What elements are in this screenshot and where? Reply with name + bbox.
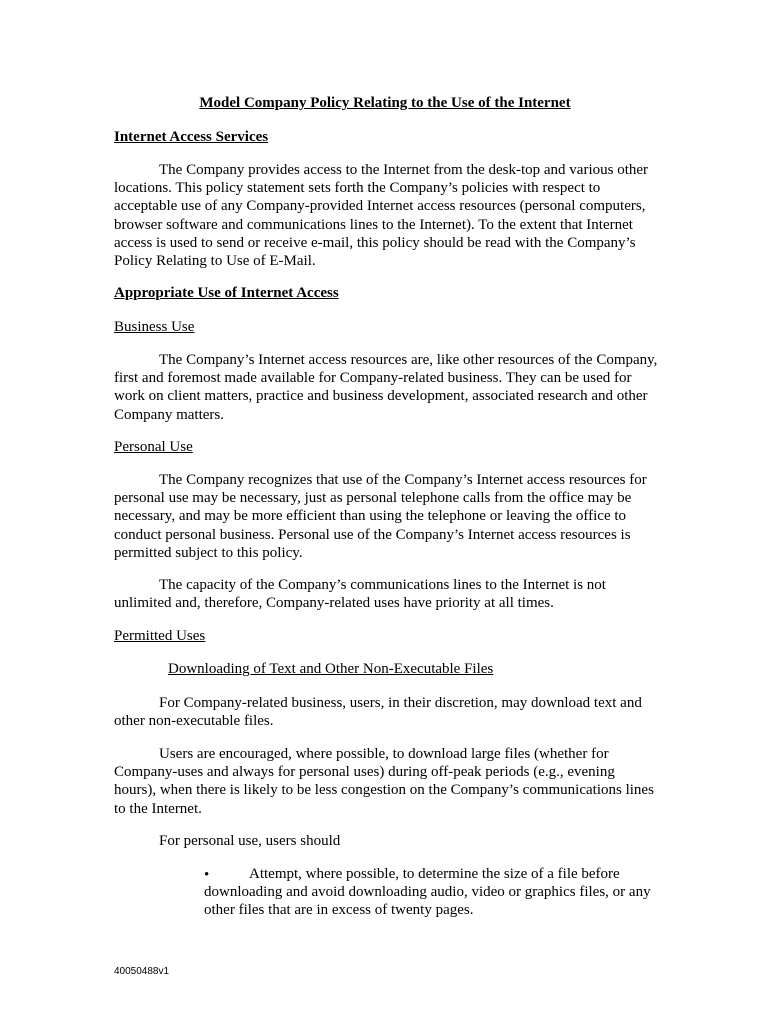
personal-use-intro: For personal use, users should xyxy=(159,833,341,849)
paragraph-downloading-2: Users are encouraged, where possible, to download large files (whether for Company-uses and always for personal uses) during off-peak periods (e.g., evening hours), when there is likely to be less congestion on the Company’s communications lines to the Internet. xyxy=(114,746,654,817)
subheading-business-use: Business Use xyxy=(114,319,195,335)
section-heading-appropriate-use: Appropriate Use of Internet Access xyxy=(114,285,339,301)
paragraph-personal-use-2: The capacity of the Company’s communications lines to the Internet is not unlimited and, therefore, Company-related uses have priority at all times. xyxy=(114,577,606,612)
paragraph-downloading-1: For Company-related business, users, in their discretion, may download text and other non-executable files. xyxy=(114,695,642,730)
paragraph-business-use: The Company’s Internet access resources are, like other resources of the Company, first and foremost made available for Company-related business. They can be used for work on client matters, practice and business development, associated research and other Company matters. xyxy=(114,352,658,423)
subheading-downloading: Downloading of Text and Other Non-Executable Files xyxy=(168,661,494,677)
document-footer-id: 40050488v1 xyxy=(114,966,170,977)
paragraph-personal-use-1: The Company recognizes that use of the Company’s Internet access resources for personal use may be necessary, just as personal telephone calls from the office may be necessary, and may be more efficient than using the telephone or leaving the office to conduct personal business. Personal use of the Company’s Internet access resources is permitted subject to this policy. xyxy=(114,472,647,561)
section-heading-internet-access: Internet Access Services xyxy=(114,129,269,145)
bullet-marker: • xyxy=(204,867,210,883)
subheading-personal-use: Personal Use xyxy=(114,439,193,455)
subheading-permitted-uses: Permitted Uses xyxy=(114,628,206,644)
page-title: Model Company Policy Relating to the Use of the Internet xyxy=(199,95,571,111)
bullet-item-text: Attempt, where possible, to determine the size of a file before downloading and avoid downloading audio, video or graphics files, or any other files that are in excess of twenty pages. xyxy=(204,866,651,919)
paragraph-internet-access: The Company provides access to the Internet from the desk-top and various other locations. This policy statement sets forth the Company’s policies with respect to acceptable use of any Company-provided Internet access resources (personal computers, browser software and communications lines to the Internet). To the extent that Internet access is used to send or receive e-mail, this policy should be read with the Company’s Policy Relating to Use of E-Mail. xyxy=(114,162,649,270)
